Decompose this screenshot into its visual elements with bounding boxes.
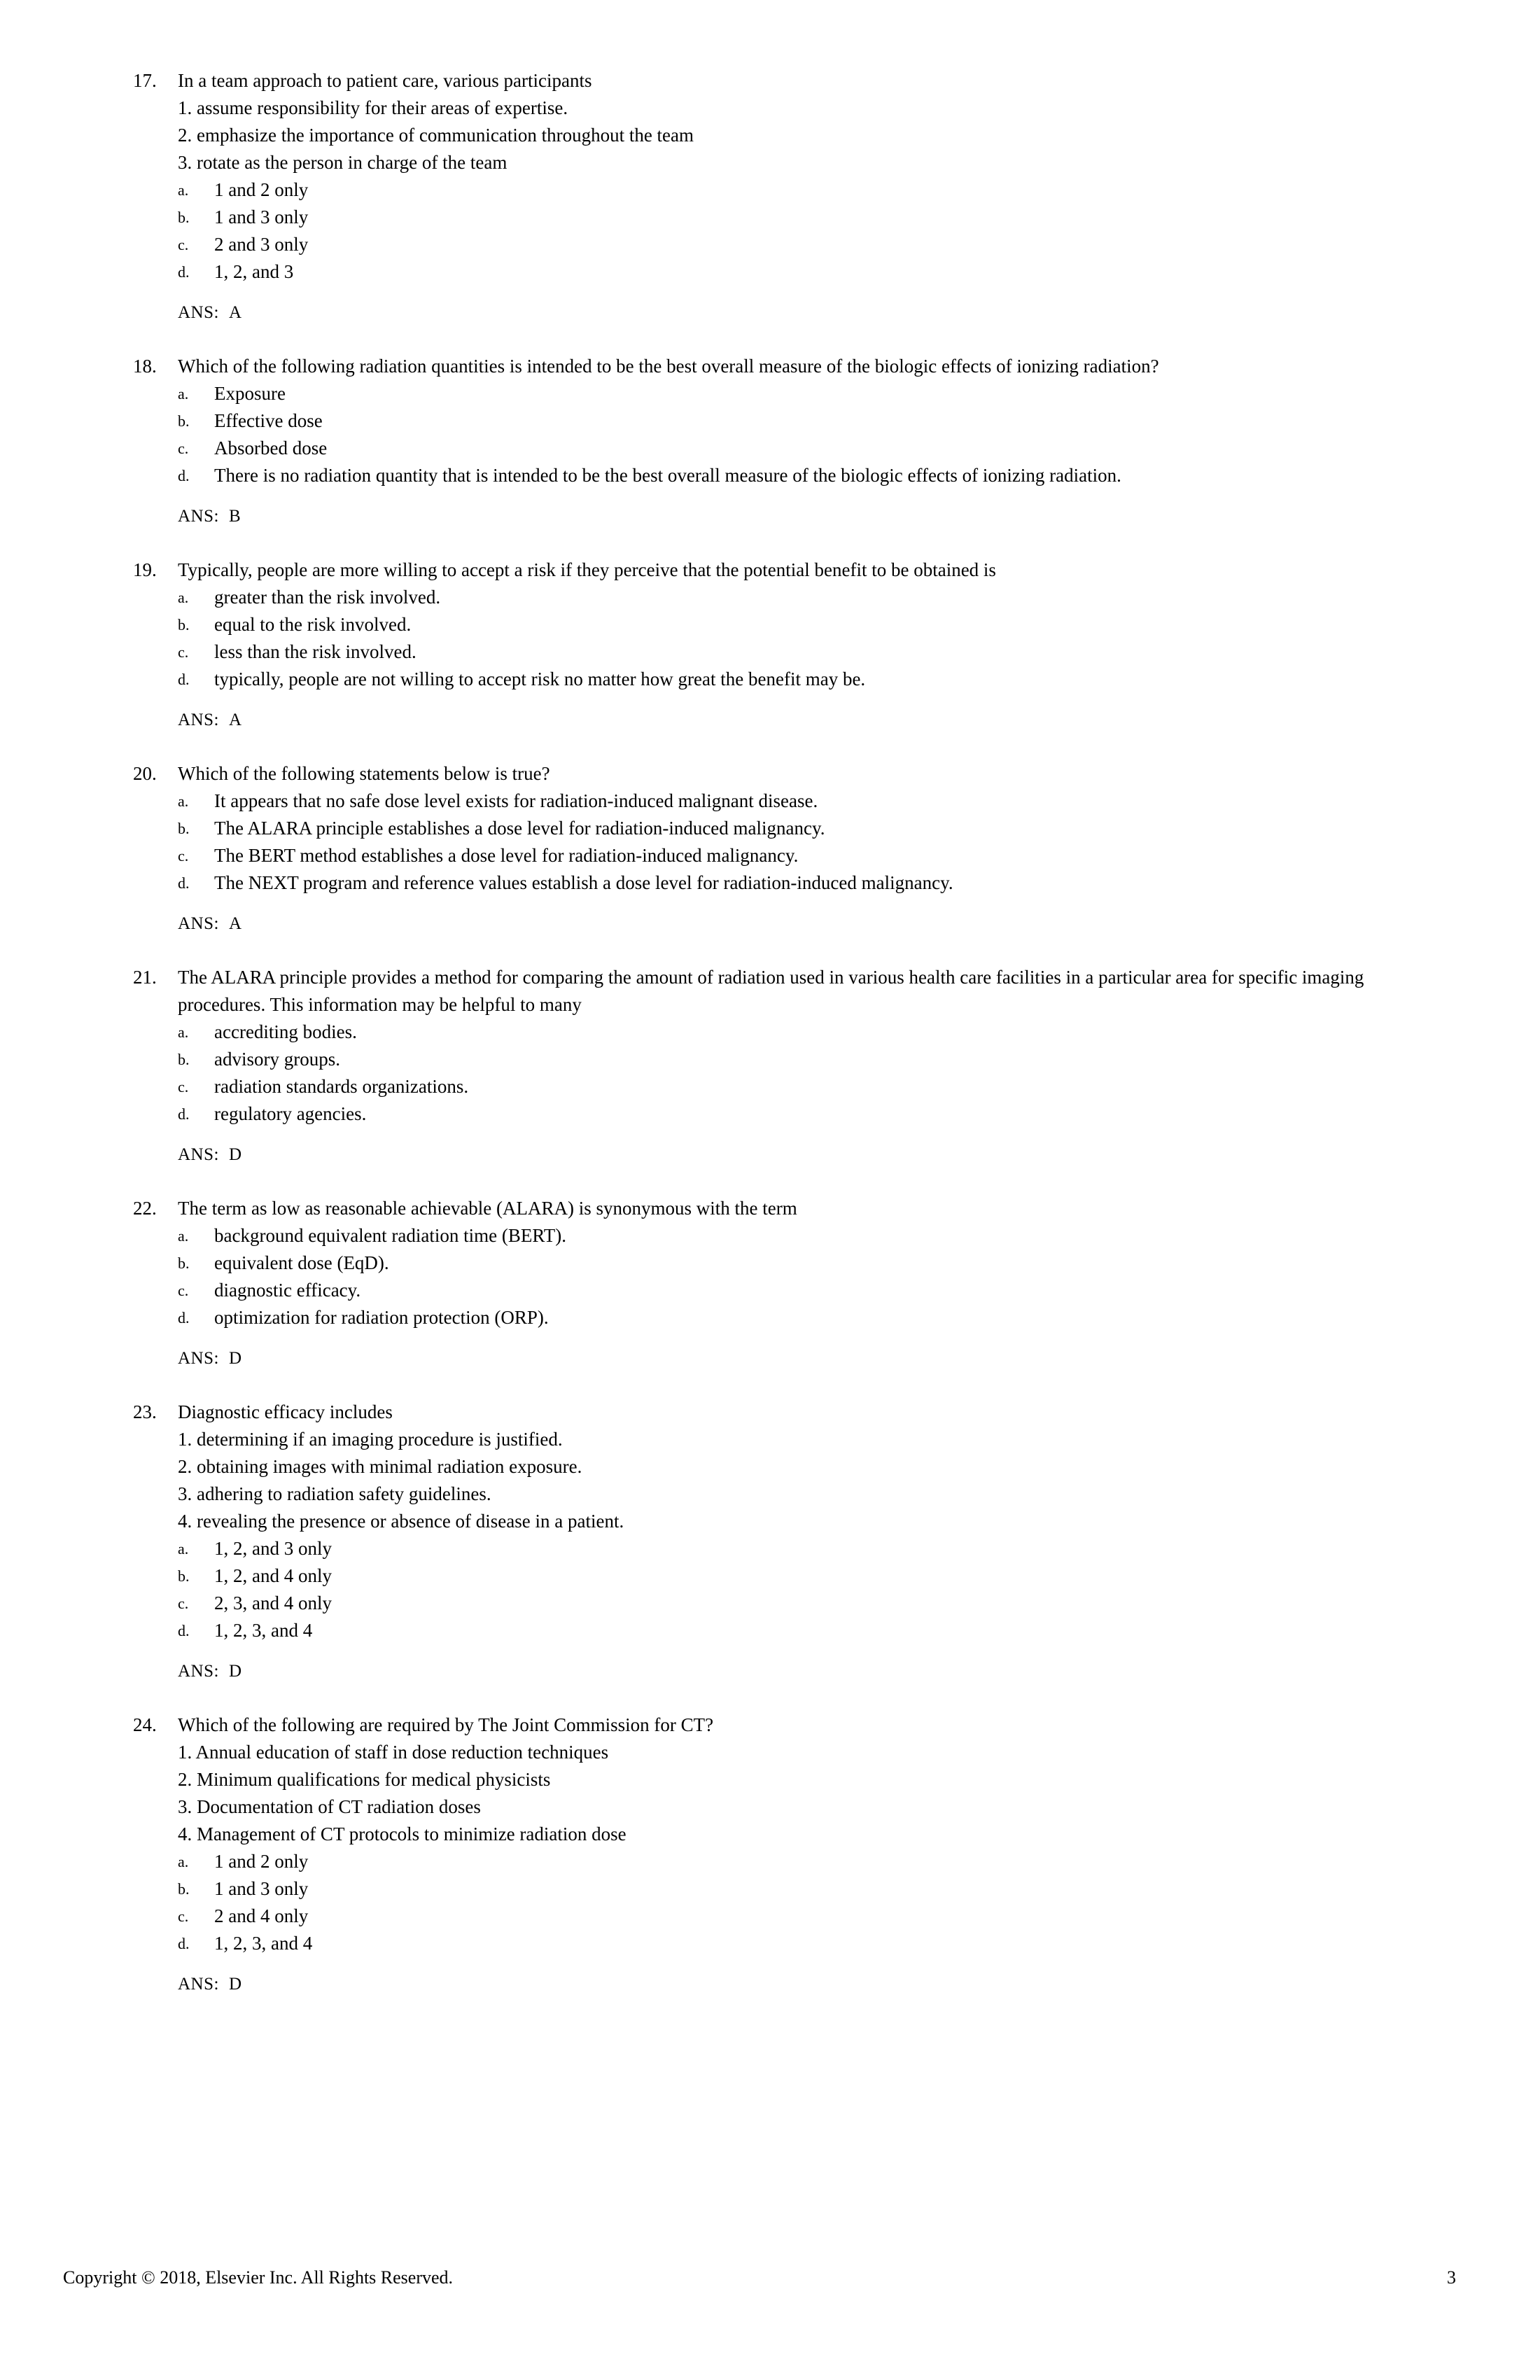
question-stem: In a team approach to patient care, various participants (178, 70, 592, 91)
option-letter: c. (178, 1595, 189, 1612)
option-text: equivalent dose (EqD). (214, 1252, 389, 1273)
answer-option[interactable] (178, 1875, 1435, 1903)
option-letter: b. (178, 1880, 190, 1898)
answer-option[interactable] (178, 1250, 1435, 1277)
question-header (133, 1712, 1435, 1739)
option-text: 1 and 3 only (214, 206, 309, 227)
answer-line (178, 301, 1435, 325)
question-block (133, 67, 1435, 325)
option-letter: a. (178, 1540, 189, 1558)
answer-option[interactable] (178, 380, 1435, 407)
question-header (133, 1399, 1435, 1426)
option-text: The ALARA principle establishes a dose level for radiation-induced malignancy. (214, 818, 825, 839)
option-text: less than the risk involved. (214, 641, 416, 662)
answer-label: ANS: (178, 1975, 219, 1994)
option-letter: d. (178, 671, 190, 688)
option-letter: a. (178, 1023, 189, 1041)
answer-option[interactable] (178, 1903, 1435, 1930)
answer-options (133, 380, 1435, 489)
numbered-item: 2. obtaining images with minimal radiation exposure. (178, 1456, 582, 1477)
answer-option[interactable] (178, 258, 1435, 286)
option-text: typically, people are not willing to accept risk no matter how great the benefit may be. (214, 668, 866, 690)
footer-copyright: Copyright © 2018, Elsevier Inc. All Rights Reserved. (63, 2267, 454, 2288)
question-stem: Which of the following radiation quantities is intended to be the best overall measure of the biologic effects of ionizing radiation? (178, 356, 1159, 377)
question-number: 18. (133, 356, 157, 377)
question-number: 21. (133, 967, 157, 988)
answer-line (178, 1660, 1435, 1684)
numbered-item: 4. Management of CT protocols to minimize radiation dose (178, 1823, 626, 1844)
answer-option[interactable] (178, 869, 1435, 897)
option-text: regulatory agencies. (214, 1103, 367, 1124)
numbered-item: 1. Annual education of staff in dose reduction techniques (178, 1742, 609, 1763)
option-letter: d. (178, 1105, 190, 1123)
answer-line (178, 708, 1435, 732)
answer-option[interactable] (178, 638, 1435, 666)
question-stem: Typically, people are more willing to accept a risk if they perceive that the potential benefit to be obtained is (178, 559, 996, 580)
option-letter: b. (178, 1254, 190, 1272)
answer-options (133, 788, 1435, 897)
option-letter: d. (178, 467, 190, 484)
option-text: accrediting bodies. (214, 1021, 357, 1042)
question-stem: The ALARA principle provides a method for comparing the amount of radiation used in various health care facilities in a particular area for specific imaging procedures. This information may be helpful to many (178, 967, 1364, 1015)
answer-value: D (228, 1349, 242, 1368)
answer-label: ANS: (178, 507, 219, 526)
answer-options (133, 584, 1435, 693)
answer-label: ANS: (178, 914, 219, 933)
answer-options (133, 176, 1435, 286)
option-text: The BERT method establishes a dose level for radiation-induced malignancy. (214, 845, 799, 866)
option-letter: a. (178, 792, 189, 810)
option-text: diagnostic efficacy. (214, 1280, 361, 1301)
question-list (133, 67, 1435, 1996)
option-letter: b. (178, 1051, 190, 1068)
numbered-item: 2. Minimum qualifications for medical physicists (178, 1769, 551, 1790)
option-text: 1, 2, and 4 only (214, 1565, 332, 1586)
question-stem: Which of the following statements below is true? (178, 763, 550, 784)
option-text: radiation standards organizations. (214, 1076, 469, 1097)
question-number: 22. (133, 1198, 157, 1219)
option-text: advisory groups. (214, 1049, 340, 1070)
answer-option[interactable] (178, 1304, 1435, 1331)
answer-option[interactable] (178, 842, 1435, 869)
option-text: Effective dose (214, 410, 323, 431)
answer-label: ANS: (178, 1349, 219, 1368)
answer-value: D (228, 1975, 242, 1994)
option-letter: c. (178, 1282, 189, 1299)
option-letter: c. (178, 236, 189, 253)
answer-label: ANS: (178, 303, 219, 322)
answer-option[interactable] (178, 611, 1435, 638)
answer-option[interactable] (178, 1535, 1435, 1562)
answer-option[interactable] (178, 1590, 1435, 1617)
option-text: 1 and 2 only (214, 1851, 309, 1872)
answer-option[interactable] (178, 1848, 1435, 1875)
option-text: 1, 2, and 3 (214, 261, 294, 282)
option-letter: d. (178, 263, 190, 281)
question-block (133, 964, 1435, 1167)
option-text: There is no radiation quantity that is intended to be the best overall measure of the biologic effects of ionizing radiation. (214, 465, 1121, 486)
answer-line (178, 1973, 1435, 1996)
page-footer (63, 2267, 1456, 2289)
option-text: The NEXT program and reference values establish a dose level for radiation-induced malignancy. (214, 872, 953, 893)
question-numbered-items (133, 94, 1435, 176)
answer-value: A (228, 303, 242, 322)
option-text: equal to the risk involved. (214, 614, 412, 635)
option-letter: c. (178, 847, 189, 864)
question-stem: Which of the following are required by The Joint Commission for CT? (178, 1714, 714, 1735)
option-letter: b. (178, 616, 190, 634)
question-block (133, 1399, 1435, 1684)
option-letter: d. (178, 1622, 190, 1639)
option-text: 2 and 3 only (214, 234, 309, 255)
option-text: 2 and 4 only (214, 1905, 309, 1926)
option-letter: b. (178, 1567, 190, 1585)
answer-options (133, 1222, 1435, 1331)
option-letter: d. (178, 1309, 190, 1326)
answer-options (133, 1018, 1435, 1128)
question-block (133, 556, 1435, 732)
answer-option[interactable] (178, 1277, 1435, 1304)
question-header (133, 1195, 1435, 1222)
option-letter: b. (178, 820, 190, 837)
answer-option[interactable] (178, 1018, 1435, 1046)
question-number: 20. (133, 763, 157, 784)
option-text: background equivalent radiation time (BERT). (214, 1225, 566, 1246)
numbered-item: 1. assume responsibility for their areas of expertise. (178, 97, 568, 118)
option-letter: a. (178, 385, 189, 402)
footer-page-number: 3 (1447, 2267, 1456, 2288)
question-header (133, 67, 1435, 94)
answer-option[interactable] (178, 204, 1435, 231)
answer-option[interactable] (178, 1073, 1435, 1100)
option-letter: b. (178, 412, 190, 430)
answer-options (133, 1535, 1435, 1644)
option-text: optimization for radiation protection (ORP). (214, 1307, 549, 1328)
question-header (133, 760, 1435, 788)
answer-option[interactable] (178, 176, 1435, 204)
option-text: Exposure (214, 383, 286, 404)
option-text: 1 and 3 only (214, 1878, 309, 1899)
answer-label: ANS: (178, 1145, 219, 1164)
option-text: greater than the risk involved. (214, 587, 441, 608)
option-text: 2, 3, and 4 only (214, 1592, 332, 1614)
answer-option[interactable] (178, 1222, 1435, 1250)
answer-value: D (228, 1662, 242, 1681)
answer-option[interactable] (178, 1930, 1435, 1957)
question-stem: The term as low as reasonable achievable (ALARA) is synonymous with the term (178, 1198, 797, 1219)
question-block (133, 1195, 1435, 1371)
question-numbered-items (133, 1426, 1435, 1535)
question-number: 23. (133, 1401, 157, 1422)
answer-options (133, 1848, 1435, 1957)
question-header (133, 964, 1435, 1018)
answer-option[interactable] (178, 231, 1435, 258)
option-letter: c. (178, 440, 189, 457)
answer-option[interactable] (178, 666, 1435, 693)
answer-option[interactable] (178, 435, 1435, 462)
option-letter: c. (178, 1907, 189, 1925)
option-text: Absorbed dose (214, 438, 328, 458)
answer-line (178, 1143, 1435, 1167)
option-text: 1, 2, 3, and 4 (214, 1620, 313, 1641)
answer-value: D (228, 1145, 242, 1164)
option-text: 1, 2, and 3 only (214, 1538, 332, 1559)
option-letter: d. (178, 874, 190, 892)
answer-option[interactable] (178, 815, 1435, 842)
answer-option[interactable] (178, 407, 1435, 435)
answer-line (178, 1347, 1435, 1371)
option-text: 1, 2, 3, and 4 (214, 1933, 313, 1954)
answer-option[interactable] (178, 1046, 1435, 1073)
option-text: It appears that no safe dose level exists for radiation-induced malignant disease. (214, 790, 818, 811)
numbered-item: 3. rotate as the person in charge of the team (178, 152, 507, 173)
option-text: 1 and 2 only (214, 179, 309, 200)
option-letter: c. (178, 1078, 189, 1096)
question-number: 19. (133, 559, 157, 580)
answer-line (178, 505, 1435, 528)
numbered-item: 4. revealing the presence or absence of disease in a patient. (178, 1511, 624, 1532)
answer-option[interactable] (178, 584, 1435, 611)
answer-value: A (228, 914, 242, 933)
answer-line (178, 912, 1435, 936)
answer-value: A (228, 710, 242, 729)
option-letter: a. (178, 1853, 189, 1870)
option-letter: b. (178, 209, 190, 226)
answer-option[interactable] (178, 462, 1435, 489)
answer-option[interactable] (178, 788, 1435, 815)
question-number: 17. (133, 70, 157, 91)
answer-value: B (228, 507, 241, 526)
question-header (133, 556, 1435, 584)
answer-option[interactable] (178, 1100, 1435, 1128)
numbered-item: 1. determining if an imaging procedure is justified. (178, 1429, 563, 1450)
question-block (133, 1712, 1435, 1996)
question-block (133, 353, 1435, 528)
numbered-item: 2. emphasize the importance of communication throughout the team (178, 125, 694, 146)
option-letter: a. (178, 181, 189, 199)
question-number: 24. (133, 1714, 157, 1735)
option-letter: a. (178, 589, 189, 606)
numbered-item: 3. adhering to radiation safety guidelines. (178, 1483, 491, 1504)
option-letter: c. (178, 643, 189, 661)
answer-label: ANS: (178, 710, 219, 729)
question-block (133, 760, 1435, 936)
option-letter: a. (178, 1227, 189, 1245)
question-numbered-items (133, 1739, 1435, 1848)
answer-option[interactable] (178, 1617, 1435, 1644)
numbered-item: 3. Documentation of CT radiation doses (178, 1796, 481, 1817)
option-letter: d. (178, 1935, 190, 1952)
question-header (133, 353, 1435, 380)
answer-label: ANS: (178, 1662, 219, 1681)
question-stem: Diagnostic efficacy includes (178, 1401, 393, 1422)
answer-option[interactable] (178, 1562, 1435, 1590)
